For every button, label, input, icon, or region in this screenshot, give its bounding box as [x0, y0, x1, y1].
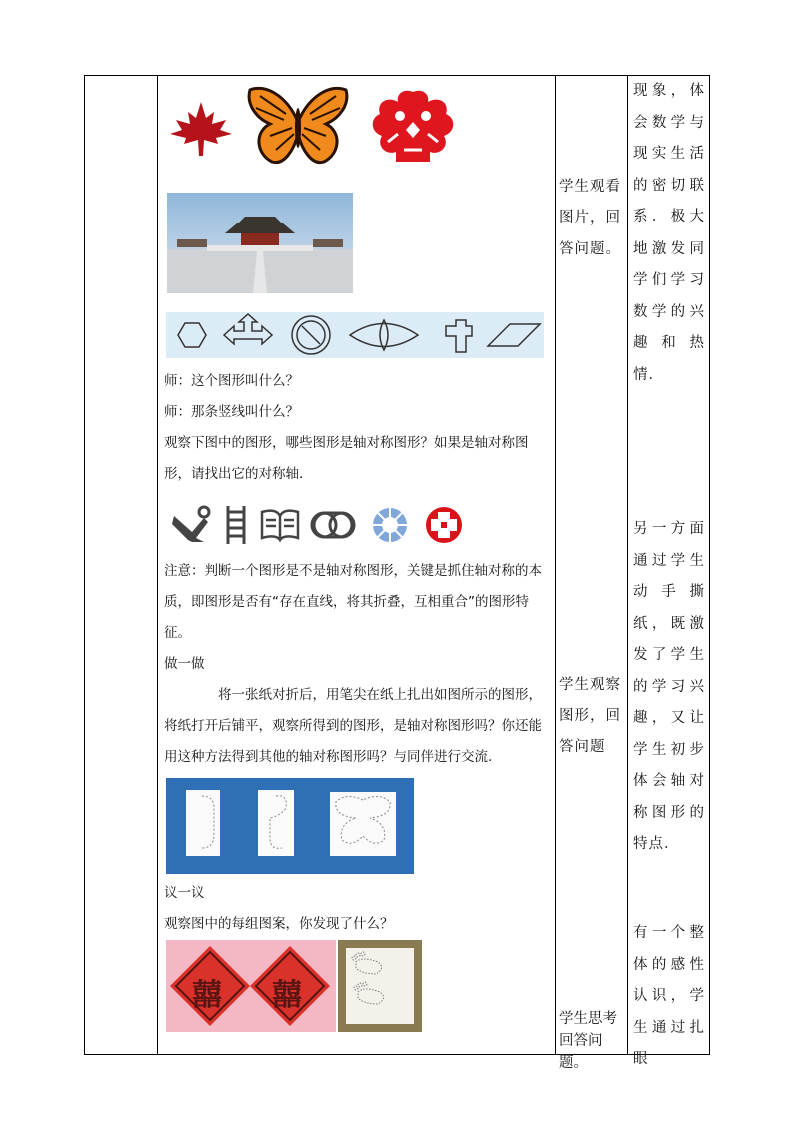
- teacher-question-2: 师：那条竖线叫什么？: [164, 404, 299, 420]
- discuss-title: 议一议: [164, 885, 205, 901]
- student-answer-1: 学生观看图片，回答问题。: [559, 179, 621, 257]
- student-answer-3: 学生思考回答问题。: [559, 1011, 617, 1071]
- activity-paragraph: 将一张纸对折后，用笔尖在纸上扎出如图所示的图形，将纸打开后铺平，观察所得到的图形，是轴对称图形吗？你还能用这种方法得到其他的轴对称图形吗？与同伴进行交流.: [164, 687, 542, 765]
- palace-image: [167, 193, 353, 293]
- geometric-shapes-strip: [166, 312, 544, 358]
- activity-title: 做一做: [164, 656, 205, 672]
- column-divider: [555, 76, 556, 1054]
- xi-character-1: 囍: [192, 978, 222, 1013]
- paper-cut-image: [366, 86, 460, 166]
- pierced-paper-image: [166, 778, 414, 874]
- butterfly-image: [246, 84, 350, 168]
- teacher-question-1: 师：这个图形叫什么？: [164, 373, 299, 389]
- student-answer-2: 学生观察图形，回答问题: [559, 677, 621, 755]
- xi-character-2: 囍: [272, 978, 302, 1013]
- intent-paragraph-1: 现象，体会数学与现实生活的密切联系．极大地激发同学们学习数学的兴趣和热情．: [633, 83, 705, 383]
- intent-paragraph-2: 另一方面通过学生动手撕纸，既激发了学生的学习兴趣，又让学生初步体会轴对称图形的特点．: [633, 521, 705, 852]
- maple-leaf-image: [166, 100, 236, 158]
- column-divider: [627, 76, 628, 1054]
- symmetry-symbols-row: [168, 502, 468, 546]
- observe-instruction: 观察下图中的图形，哪些图形是轴对称图形？如果是轴对称图形，请找出它的对称轴．: [164, 435, 529, 482]
- intent-paragraph-3: 有一个整体的感性认识，学生通过扎眼: [633, 925, 705, 1067]
- pattern-groups-image: [166, 940, 422, 1032]
- column-divider: [157, 76, 158, 1054]
- discuss-question: 观察图中的每组图案，你发现了什么？: [164, 916, 394, 932]
- note-paragraph: 注意：判断一个图形是不是轴对称图形，关键是抓住轴对称的本质，即图形是否有“存在直线，将其折叠，互相重合”的图形特征。: [164, 563, 542, 641]
